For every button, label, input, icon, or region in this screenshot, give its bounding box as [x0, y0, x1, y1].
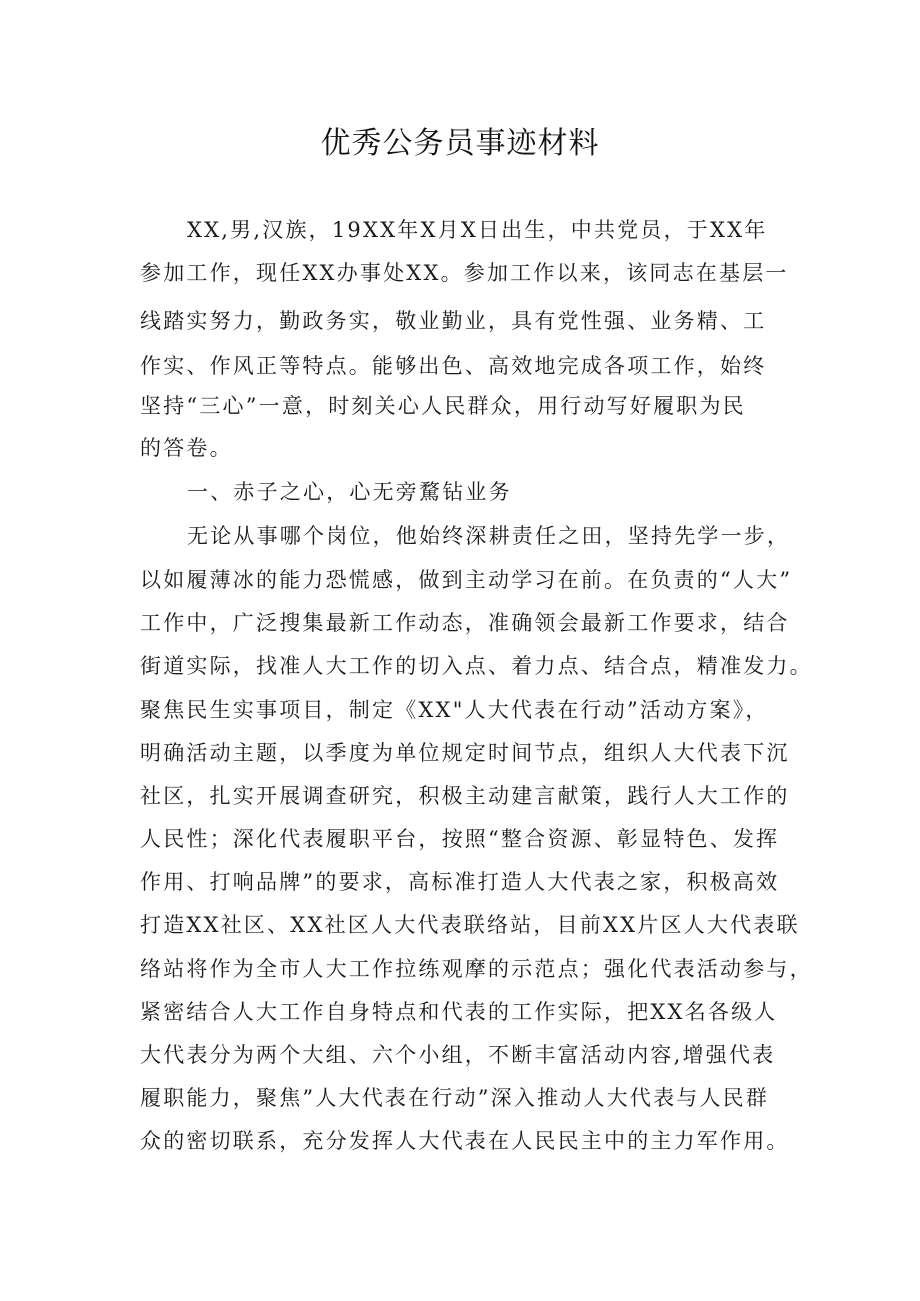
body-line-6: 明确活动主题，以季度为单位规定时间节点，组织人大代表下沉	[140, 741, 790, 765]
body-line-2: 以如履薄冰的能力恐慌感，做到主动学习在前。在负责的“人大”	[140, 568, 793, 592]
body-line-3: 工作中，广泛搜集最新工作动态，准确领会最新工作要求，结合	[140, 611, 790, 635]
body-line-8: 人民性；深化代表履职平台，按照“整合资源、彰显特色、发挥	[140, 827, 780, 851]
body-line-12: 紧密结合人大工作自身特点和代表的工作实际，把XX名各级人	[140, 1000, 778, 1024]
body-line-1: 无论从事哪个岗位，他始终深耕责任之田，坚持先学一步，	[187, 524, 791, 548]
body-line-4: 街道实际，找准人大工作的切入点、着力点、结合点，精准发力。	[140, 654, 813, 678]
body-line-9: 作用、打响品牌”的要求，高标准打造人大代表之家，积极高效	[140, 870, 780, 894]
intro-line-4: 作实、作风正等特点。能够出色、高效地完成各项工作，始终	[140, 354, 767, 378]
body-line-10: 打造XX社区、XX社区人大代表联络站，目前XX片区人大代表联	[140, 913, 800, 937]
intro-line-3: 线踏实努力，勤政务实，敬业勤业，具有党性强、业务精、工	[140, 309, 767, 333]
intro-line-5: 坚持“三心”一意，时刻关心人民群众，用行动写好履职为民	[140, 394, 746, 418]
intro-line-2: 参加工作，现任XX办事处XX。参加工作以来，该同志在基层一	[140, 261, 789, 285]
body-line-11: 络站将作为全市人大工作拉练观摩的示范点；强化代表活动参与，	[140, 957, 813, 981]
body-line-5: 聚焦民生实事项目，制定《XX"人大代表在行动”活动方案》，	[140, 698, 769, 722]
body-line-14: 履职能力，聚焦”人大代表在行动”深入推动人大代表与人民群	[140, 1086, 770, 1110]
section1-heading: 一、赤子之心，心无旁騖钻业务	[187, 480, 512, 504]
body-line-15: 众的密切联系，充分发挥人大代表在人民民主中的主力军作用。	[140, 1129, 790, 1153]
intro-line-6: 的答卷。	[140, 436, 233, 460]
intro-line-1: XX,男,汉族，19XX年X月X日出生，中共党员，于XX年	[187, 218, 768, 242]
document-title: 优秀公务员事迹材料	[320, 126, 600, 161]
body-line-7: 社区，扎实开展调查研究，积极主动建言献策，践行人大工作的	[140, 784, 790, 808]
body-line-13: 大代表分为两个大组、六个小组，不断丰富活动内容,增强代表	[140, 1043, 776, 1067]
